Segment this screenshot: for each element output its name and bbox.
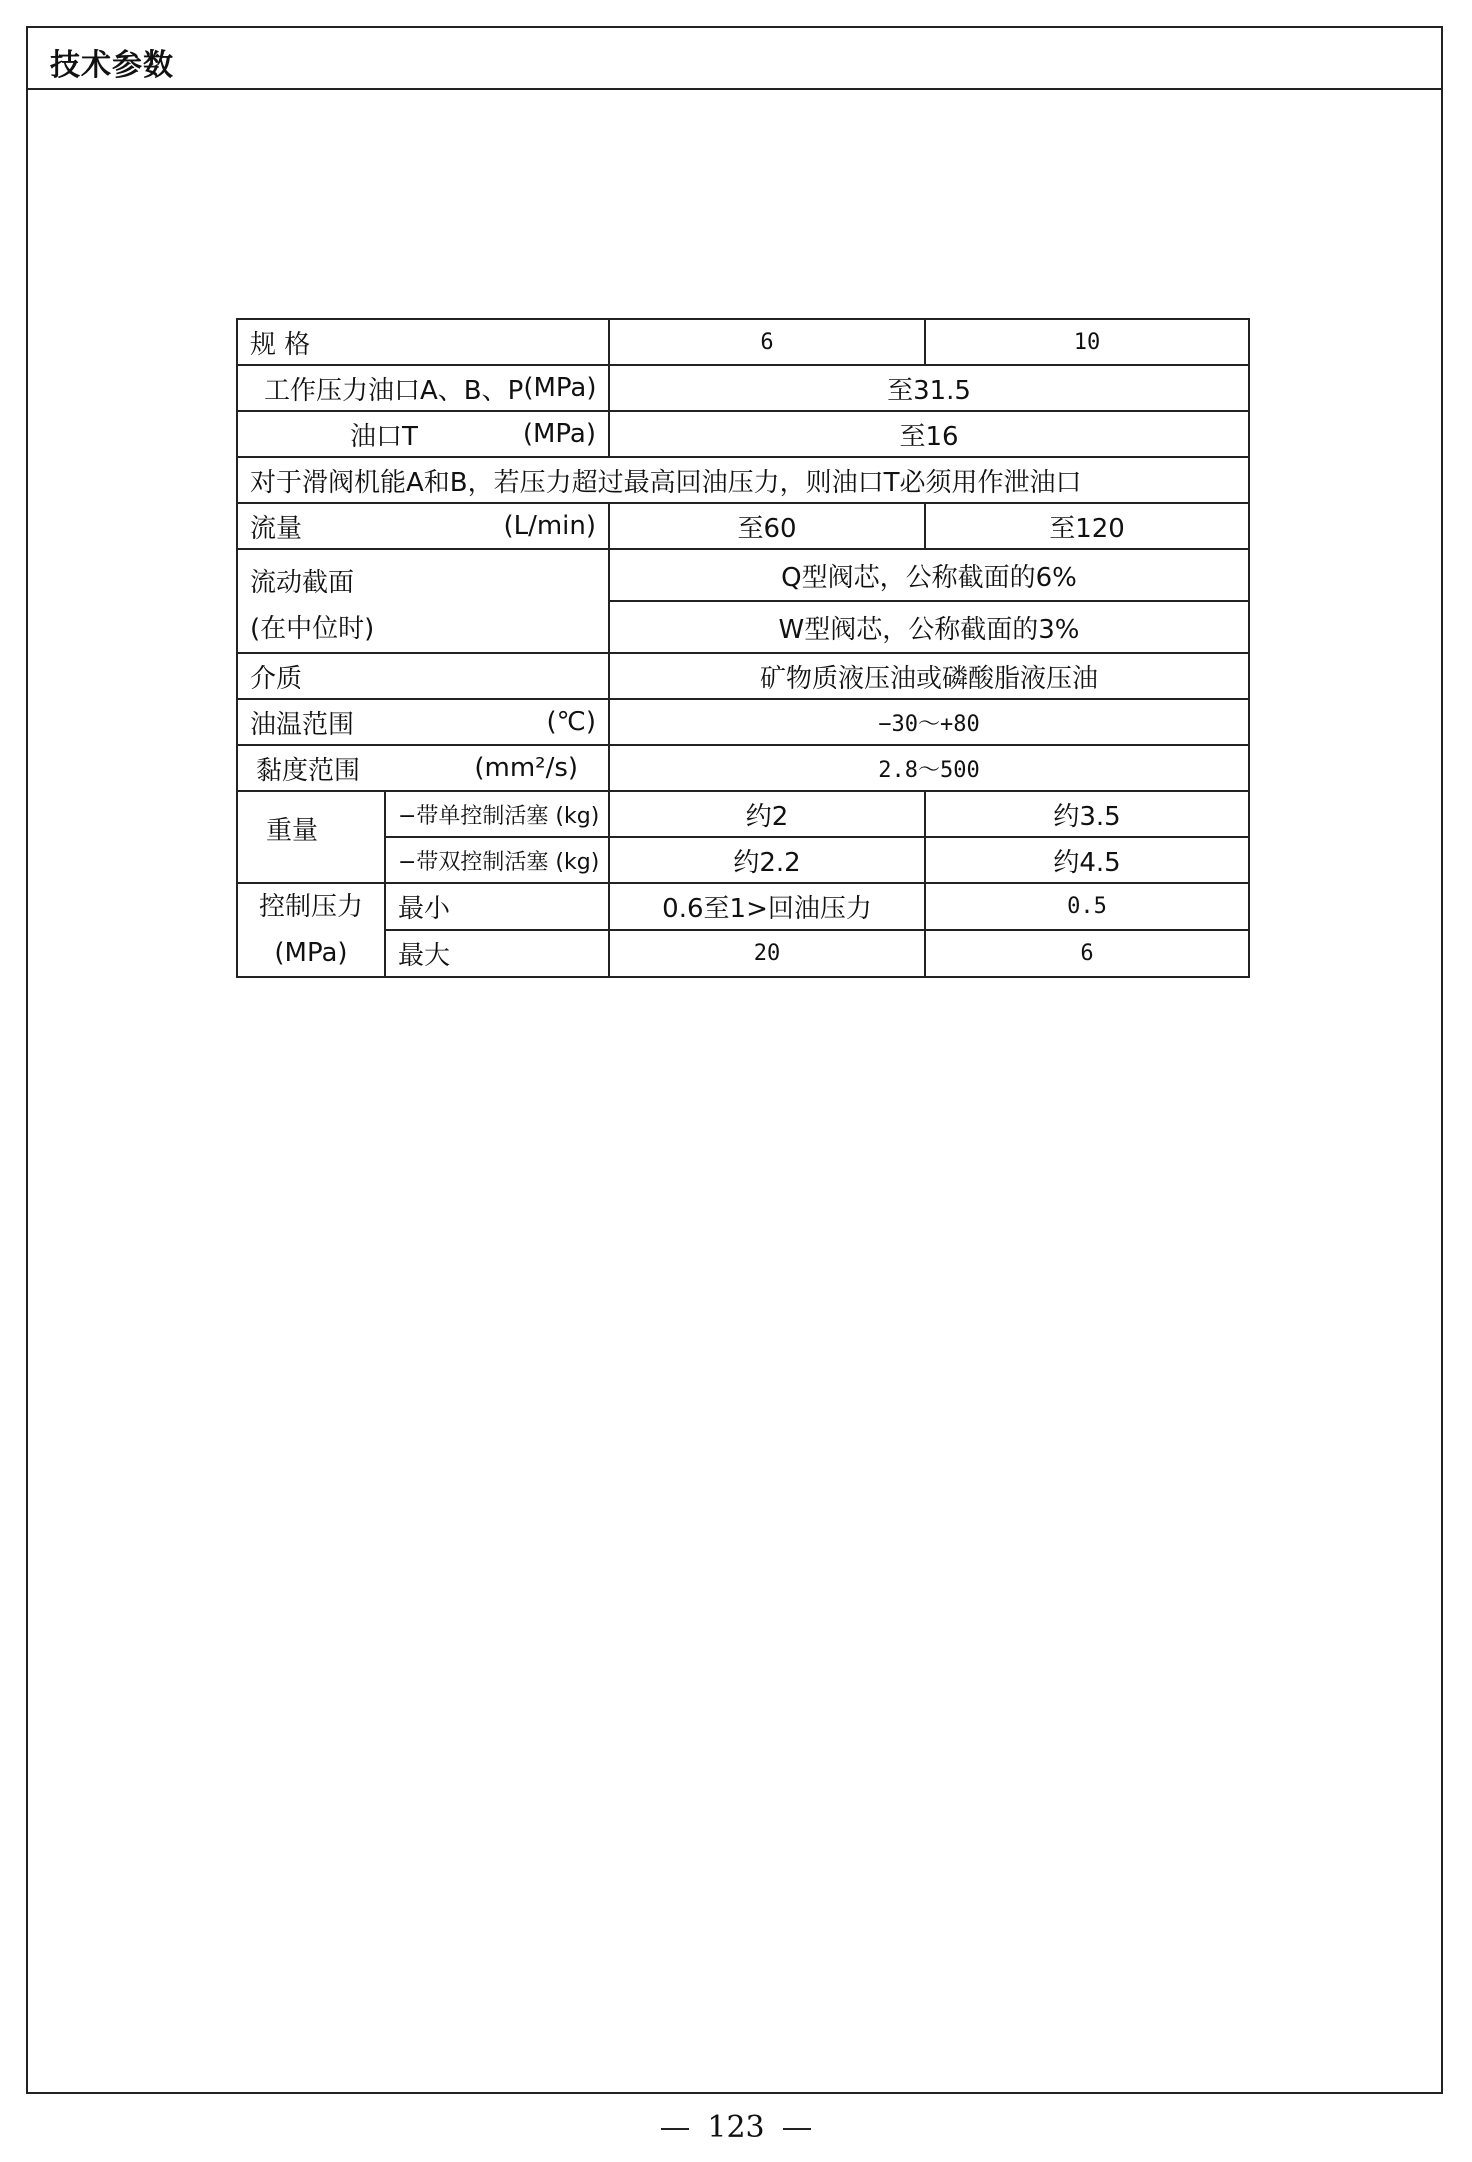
working-pressure-t-label [237, 411, 609, 457]
working-pressure-t-text: 油口T [350, 421, 418, 452]
control-pressure-min-6: 0.6至1>回油压力 [609, 883, 925, 930]
control-pressure-label [237, 883, 385, 977]
weight-single-label: −带单控制活塞 (kg) [385, 791, 609, 837]
working-pressure-abp-text: 工作压力油口A、B、P [264, 375, 524, 406]
spec-table [236, 318, 1250, 978]
oil-temp-unit: (℃) [546, 707, 597, 737]
viscosity-text: 黏度范围 [256, 755, 361, 786]
table-row [237, 699, 1249, 745]
table-row [237, 791, 1249, 837]
control-pressure-label-line2: (MPa) [274, 938, 348, 968]
control-pressure-label-line1: 控制压力 [258, 892, 363, 922]
flow-text: 流量 [250, 513, 303, 544]
viscosity-label [237, 745, 609, 791]
dash-right [783, 2128, 811, 2130]
control-pressure-min-10: 0.5 [925, 883, 1249, 930]
page-footer [0, 2110, 1472, 2145]
flow-value-6: 至60 [609, 503, 925, 549]
working-pressure-t-unit: (MPa) [522, 419, 597, 449]
table-row [237, 883, 1249, 930]
flow-unit: (L/min) [503, 511, 597, 541]
oil-temp-value: −30～+80 [609, 699, 1249, 745]
medium-label: 介质 [237, 653, 609, 699]
page-number: 123 [707, 2110, 765, 2145]
flow-section-label-line2: (在中位时) [250, 614, 375, 644]
drain-note: 对于滑阀机能A和B，若压力超过最高回油压力，则油口T必须用作泄油口 [237, 457, 1249, 503]
flow-label [237, 503, 609, 549]
medium-value: 矿物质液压油或磷酸脂液压油 [609, 653, 1249, 699]
table-row [237, 503, 1249, 549]
viscosity-unit: (mm²/s) [474, 753, 579, 783]
spec-label: 规 格 [237, 319, 609, 365]
weight-label: 重量 [237, 791, 385, 883]
working-pressure-abp-unit: (MPa) [523, 373, 597, 403]
dash-left [661, 2128, 689, 2130]
working-pressure-t-value: 至16 [609, 411, 1249, 457]
table-row [237, 745, 1249, 791]
weight-double-6: 约2.2 [609, 837, 925, 883]
section-title: 技术参数 [50, 48, 174, 83]
flow-section-label [237, 549, 609, 653]
weight-single-6: 约2 [609, 791, 925, 837]
table-row [237, 411, 1249, 457]
control-pressure-min-label: 最小 [385, 883, 609, 930]
control-pressure-max-6: 20 [609, 930, 925, 977]
table-row [237, 365, 1249, 411]
flow-section-w: W型阀芯，公称截面的3% [609, 601, 1249, 653]
table-row [237, 319, 1249, 365]
table-row [237, 457, 1249, 503]
table-row [237, 653, 1249, 699]
weight-single-10: 约3.5 [925, 791, 1249, 837]
flow-section-label-line1: 流动截面 [250, 568, 355, 598]
table-row [237, 549, 1249, 601]
section-header [28, 28, 1441, 90]
control-pressure-max-label: 最大 [385, 930, 609, 977]
size-6: 6 [609, 319, 925, 365]
flow-section-q: Q型阀芯，公称截面的6% [609, 549, 1249, 601]
control-pressure-max-10: 6 [925, 930, 1249, 977]
table-row [237, 837, 1249, 883]
table-row [237, 930, 1249, 977]
oil-temp-label [237, 699, 609, 745]
working-pressure-abp-value: 至31.5 [609, 365, 1249, 411]
weight-double-label: −带双控制活塞 (kg) [385, 837, 609, 883]
flow-value-10: 至120 [925, 503, 1249, 549]
viscosity-value: 2.8～500 [609, 745, 1249, 791]
weight-double-10: 约4.5 [925, 837, 1249, 883]
working-pressure-abp-label [237, 365, 609, 411]
oil-temp-text: 油温范围 [250, 709, 355, 740]
size-10: 10 [925, 319, 1249, 365]
